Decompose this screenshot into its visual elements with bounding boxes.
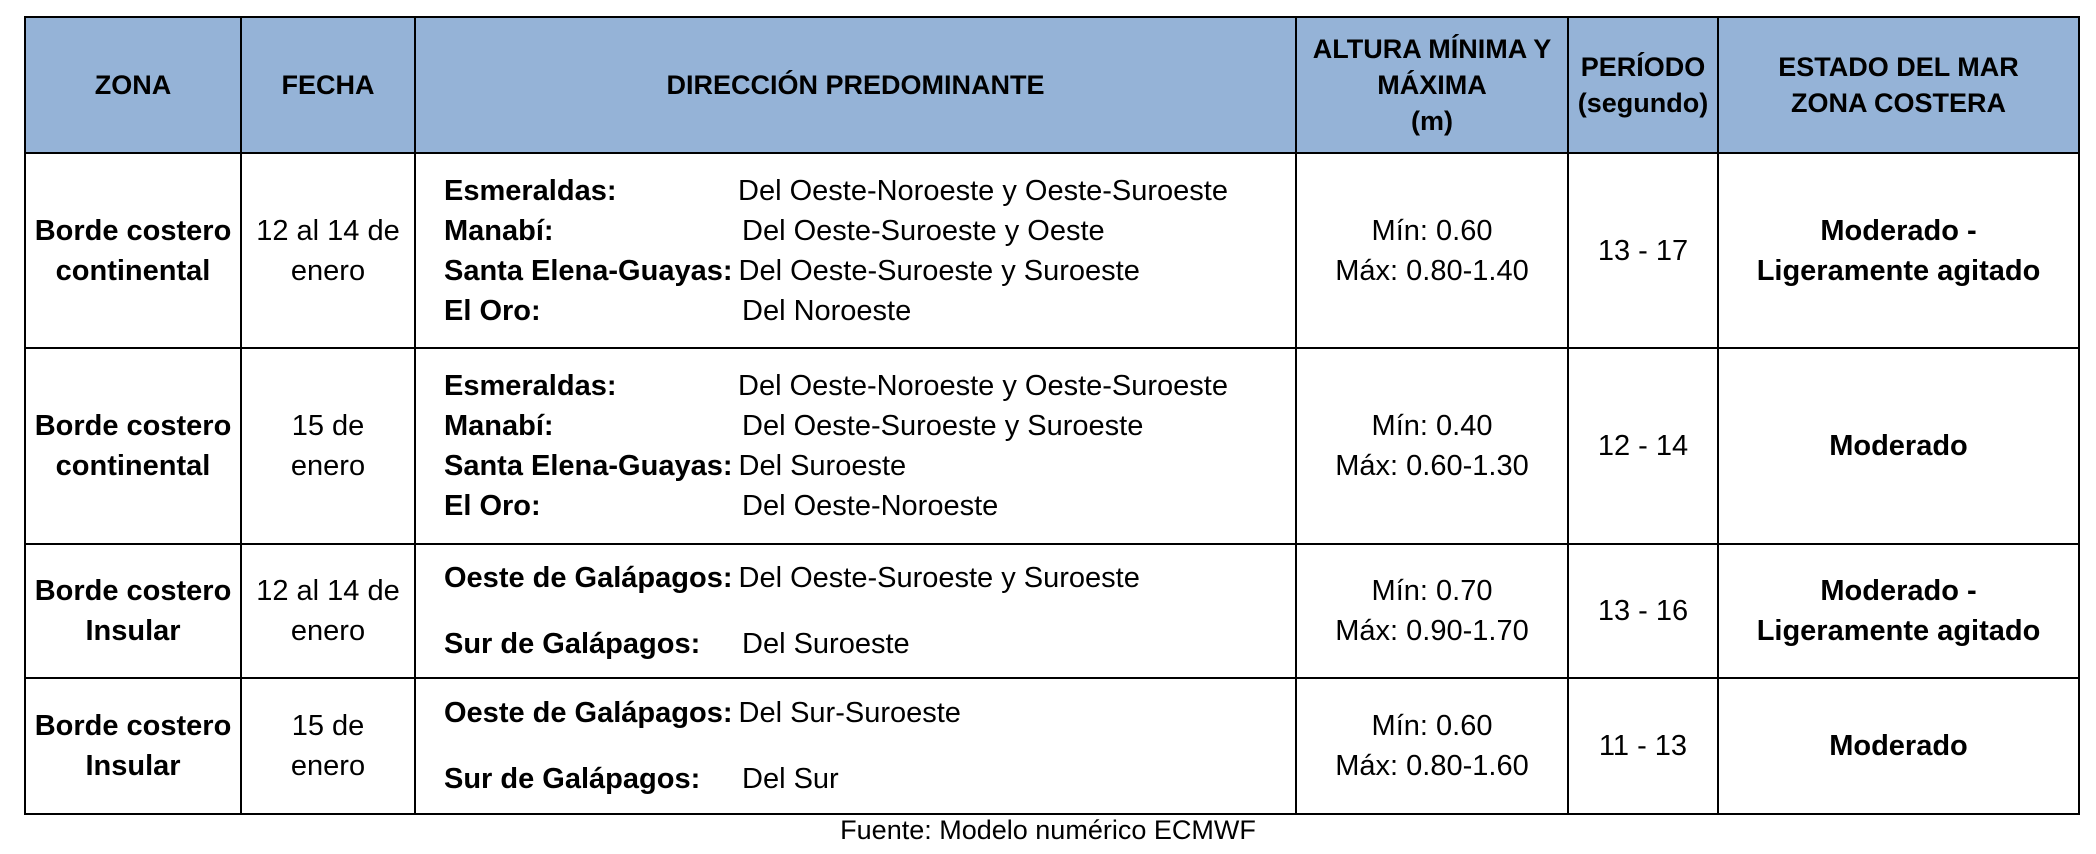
fecha-line: enero [290, 254, 366, 287]
zona-line: Borde costero [34, 575, 232, 607]
direccion-line [444, 759, 1295, 799]
direccion-valor: Del Oeste-Suroeste y Suroeste [742, 410, 1144, 442]
direccion-lugar: Santa Elena-Guayas: [444, 254, 733, 287]
header-estado [1718, 17, 2079, 153]
fecha-cell [241, 153, 415, 348]
direccion-valor: Del Suroeste [742, 628, 910, 660]
fecha-line: enero [290, 615, 366, 647]
direccion-lugar: Sur de Galápagos: [444, 763, 701, 795]
direccion-line [444, 406, 1295, 446]
direccion-line [444, 211, 1295, 251]
altura-cell [1296, 678, 1568, 814]
periodo-cell: 13 - 17 [1568, 153, 1718, 348]
direccion-lugar: Esmeraldas: [444, 370, 617, 402]
periodo-cell: 13 - 16 [1568, 544, 1718, 678]
direccion-lugar: Oeste de Galápagos: [444, 697, 733, 729]
zona-cell [25, 678, 241, 814]
fecha-line: 15 de [291, 410, 365, 442]
header-zona: ZONA [25, 17, 241, 153]
direccion-lugar: Santa Elena-Guayas: [444, 450, 733, 482]
estado-line: Ligeramente agitado [1756, 254, 2041, 287]
header-row [25, 17, 2079, 153]
header-fecha: FECHA [241, 17, 415, 153]
estado-line: Moderado [1829, 730, 1968, 762]
table-row [25, 348, 2079, 544]
direccion-line [444, 366, 1295, 406]
header-altura-line3: (m) [1411, 106, 1453, 136]
estado-cell [1718, 678, 2079, 814]
periodo-cell: 11 - 13 [1568, 678, 1718, 814]
direccion-valor: Del Sur [742, 763, 839, 795]
estado-cell [1718, 544, 2079, 678]
direccion-lugar: Manabí: [444, 214, 554, 247]
table-row [25, 544, 2079, 678]
zona-line: Insular [85, 615, 181, 647]
estado-line: Ligeramente agitado [1756, 615, 2041, 647]
direccion-lugar: Oeste de Galápagos: [444, 562, 733, 594]
fecha-line: 15 de [291, 710, 365, 742]
altura-max: Máx: 0.80-1.40 [1335, 254, 1529, 287]
direccion-lugar: Sur de Galápagos: [444, 628, 701, 660]
zona-cell [25, 544, 241, 678]
direccion-lugar: Esmeraldas: [444, 174, 617, 207]
direccion-line [444, 624, 1295, 664]
altura-min: Mín: 0.70 [1371, 575, 1493, 607]
direccion-line [444, 446, 1295, 486]
zona-cell [25, 153, 241, 348]
header-estado-line1: ESTADO DEL MAR [1778, 52, 2019, 82]
direccion-valor: Del Oeste-Suroeste y Suroeste [738, 254, 1140, 287]
direccion-cell [415, 153, 1296, 348]
direccion-valor: Del Oeste-Noroeste y Oeste-Suroeste [738, 174, 1228, 207]
altura-cell [1296, 348, 1568, 544]
direccion-cell [415, 544, 1296, 678]
altura-max: Máx: 0.90-1.70 [1335, 615, 1529, 647]
direccion-line [444, 291, 1295, 331]
estado-cell [1718, 153, 2079, 348]
table-row [25, 153, 2079, 348]
fecha-line: enero [290, 450, 366, 482]
zona-cell [25, 348, 241, 544]
header-altura-line2: MÁXIMA [1377, 70, 1487, 100]
direccion-valor: Del Oeste-Suroeste y Oeste [742, 214, 1105, 247]
zona-line: Insular [85, 750, 181, 782]
fecha-cell [241, 348, 415, 544]
header-direccion: DIRECCIÓN PREDOMINANTE [415, 17, 1296, 153]
source-caption: Fuente: Modelo numérico ECMWF [840, 815, 1256, 845]
altura-max: Máx: 0.60-1.30 [1335, 450, 1529, 482]
direccion-valor: Del Sur-Suroeste [738, 697, 961, 729]
direccion-lugar: El Oro: [444, 294, 541, 327]
fecha-line: enero [290, 750, 366, 782]
zona-line: continental [55, 450, 211, 482]
table-row [25, 678, 2079, 814]
direccion-line [444, 171, 1295, 211]
header-periodo-line1: PERÍODO [1580, 52, 1706, 82]
zona-line: Borde costero [34, 710, 232, 742]
estado-line: Moderado - [1820, 575, 1977, 607]
zona-line: continental [55, 254, 211, 287]
altura-min: Mín: 0.60 [1371, 214, 1493, 247]
direccion-lugar: El Oro: [444, 490, 541, 522]
header-estado-line2: ZONA COSTERA [1791, 88, 2006, 118]
direccion-valor: Del Noroeste [742, 294, 912, 327]
zona-line: Borde costero [34, 214, 232, 247]
periodo-cell: 12 - 14 [1568, 348, 1718, 544]
direccion-lugar: Manabí: [444, 410, 554, 442]
zona-line: Borde costero [34, 410, 232, 442]
direccion-valor: Del Suroeste [738, 450, 907, 482]
altura-max: Máx: 0.80-1.60 [1335, 750, 1529, 782]
direccion-line [444, 486, 1295, 526]
direccion-cell [415, 348, 1296, 544]
direccion-cell [415, 678, 1296, 814]
direccion-valor: Del Oeste-Suroeste y Suroeste [738, 562, 1140, 594]
altura-min: Mín: 0.60 [1371, 710, 1493, 742]
fecha-line: 12 al 14 de [256, 214, 400, 247]
header-periodo-line2: (segundo) [1577, 88, 1709, 118]
direccion-line [444, 693, 1295, 733]
fecha-line: 12 al 14 de [256, 575, 400, 607]
altura-cell [1296, 544, 1568, 678]
direccion-valor: Del Oeste-Noroeste [742, 490, 999, 522]
direccion-valor: Del Oeste-Noroeste y Oeste-Suroeste [738, 370, 1228, 402]
estado-line: Moderado [1829, 430, 1968, 462]
header-periodo [1568, 17, 1718, 153]
estado-cell [1718, 348, 2079, 544]
fecha-cell [241, 544, 415, 678]
altura-cell [1296, 153, 1568, 348]
direccion-line [444, 558, 1295, 598]
fecha-cell [241, 678, 415, 814]
direccion-line [444, 251, 1295, 291]
altura-min: Mín: 0.40 [1371, 410, 1493, 442]
header-altura-line1: ALTURA MÍNIMA Y [1312, 34, 1552, 64]
header-altura [1296, 17, 1568, 153]
estado-line: Moderado - [1820, 214, 1977, 247]
wave-forecast-table [24, 16, 2080, 815]
